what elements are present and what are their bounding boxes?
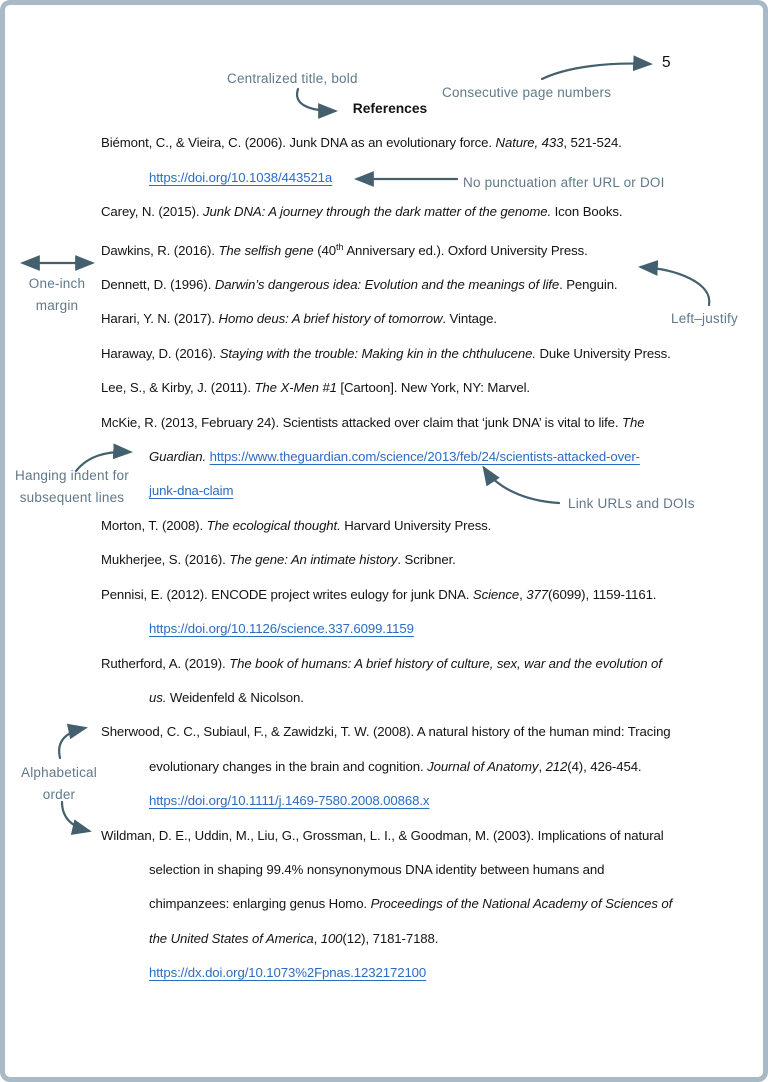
- reference-text: (12), 7181-7188.: [342, 930, 439, 946]
- alphabetical-upper-arrow: [59, 728, 85, 758]
- reference-text: Staying with the trouble: Making kin in the chthulucene.: [219, 345, 536, 361]
- references-title: References: [352, 101, 428, 116]
- reference-text: Anniversary ed.). Oxford University Press.: [343, 242, 588, 258]
- reference-text: Journal of Anatomy: [427, 758, 539, 774]
- reference-text: th: [335, 241, 344, 252]
- reference-line: [101, 337, 679, 371]
- references-list: [101, 126, 679, 990]
- annotation-consecutive-pages: Consecutive page numbers: [442, 85, 612, 100]
- reference-line: [101, 268, 679, 302]
- annotation-centralized-title: Centralized title, bold: [227, 71, 358, 86]
- reference-link[interactable]: https://dx.doi.org/10.1073%2Fpnas.1232172100: [149, 965, 427, 981]
- reference-line: [101, 543, 679, 577]
- reference-text: The book of humans: A brief history of culture, sex, war and the evolution of: [229, 655, 662, 671]
- reference-text: 100: [320, 930, 343, 946]
- page-number: 5: [662, 54, 671, 71]
- reference-line: [101, 161, 679, 195]
- reference-text: Lee, S., & Kirby, J. (2011).: [101, 380, 255, 396]
- reference-line: [101, 819, 679, 853]
- reference-link[interactable]: https://doi.org/10.1038/443521a: [149, 169, 333, 185]
- reference-line: [101, 750, 679, 784]
- reference-text: Homo deus: A brief history of tomorrow: [218, 311, 443, 327]
- reference-entry: [101, 543, 679, 577]
- reference-text: Guardian.: [149, 449, 210, 465]
- reference-line: [101, 647, 679, 681]
- annotation-alphabetical-order: Alphabetical order: [21, 765, 97, 802]
- reference-text: . Penguin.: [559, 277, 618, 293]
- reference-line: [101, 230, 679, 268]
- reference-text: Morton, T. (2008).: [101, 517, 207, 533]
- reference-entry: [101, 578, 679, 647]
- annotation-link-urls: Link URLs and DOIs: [568, 496, 695, 511]
- reference-line: [101, 887, 679, 921]
- reference-text: Mukherjee, S. (2016).: [101, 552, 230, 568]
- reference-line: [101, 474, 679, 508]
- reference-line: [101, 922, 679, 956]
- reference-text: selection in shaping 99.4% nonsynonymous DNA identity between humans and: [149, 861, 605, 877]
- reference-text: Biémont, C., & Vieira, C. (2006). Junk DNA as an evolutionary force.: [101, 135, 496, 151]
- annotation-no-punctuation: No punctuation after URL or DOI: [463, 175, 665, 190]
- reference-text: us.: [149, 689, 167, 705]
- reference-text: (40: [313, 242, 336, 258]
- reference-text: The X-Men #1: [254, 380, 337, 396]
- reference-text: the United States of America: [149, 930, 314, 946]
- reference-entry: [101, 715, 679, 818]
- reference-text: Sherwood, C. C., Subiaul, F., & Zawidzki, T. W. (2008). A natural history of the human mind: Tracing: [101, 724, 671, 740]
- reference-text: , 521-524.: [563, 135, 622, 151]
- reference-text: Harari, Y. N. (2017).: [101, 311, 219, 327]
- reference-line: [101, 406, 679, 440]
- page-number-arrow: [542, 64, 650, 79]
- reference-line: [101, 681, 679, 715]
- reference-link[interactable]: junk-dna-claim: [149, 483, 234, 499]
- reference-link[interactable]: https://doi.org/10.1111/j.1469-7580.2008.00868.x: [149, 793, 430, 809]
- reference-text: The: [622, 414, 645, 430]
- reference-line: [101, 440, 679, 474]
- reference-link[interactable]: https://doi.org/10.1126/science.337.6099.1159: [149, 621, 414, 637]
- reference-text: Science: [472, 586, 520, 602]
- reference-text: Harvard University Press.: [340, 517, 492, 533]
- reference-entry: [101, 302, 679, 336]
- reference-text: Duke University Press.: [535, 345, 671, 361]
- reference-text: Carey, N. (2015).: [101, 204, 204, 220]
- reference-line: [101, 715, 679, 749]
- reference-line: [101, 302, 679, 336]
- reference-text: [Cartoon]. New York, NY: Marvel.: [336, 380, 530, 396]
- reference-text: ,: [313, 930, 321, 946]
- reference-text: Pennisi, E. (2012). ENCODE project writes eulogy for junk DNA.: [101, 586, 473, 602]
- reference-line: [101, 195, 679, 229]
- reference-line: [101, 371, 679, 405]
- reference-text: (4), 426-454.: [567, 758, 642, 774]
- reference-text: Proceedings of the National Academy of Sciences of: [370, 896, 673, 912]
- reference-text: Wildman, D. E., Uddin, M., Liu, G., Grossman, L. I., & Goodman, M. (2003). Implications of natural: [101, 827, 664, 843]
- reference-text: Weidenfeld & Nicolson.: [166, 689, 304, 705]
- reference-entry: [101, 371, 679, 405]
- reference-entry: [101, 230, 679, 268]
- annotation-hanging-indent: Hanging indent for subsequent lines: [15, 468, 129, 505]
- reference-text: . Scribner.: [397, 552, 456, 568]
- reference-text: The gene: An intimate history: [229, 552, 398, 568]
- reference-text: Haraway, D. (2016).: [101, 345, 220, 361]
- reference-text: Junk DNA: A journey through the dark matter of the genome.: [203, 204, 552, 220]
- reference-text: Dawkins, R. (2016).: [101, 242, 219, 258]
- reference-line: [101, 126, 679, 160]
- reference-text: Nature, 433: [495, 135, 564, 151]
- reference-text: . Vintage.: [442, 311, 497, 327]
- reference-link[interactable]: https://www.theguardian.com/science/2013/feb/24/scientists-attacked-over-: [209, 449, 640, 465]
- reference-text: ,: [519, 586, 527, 602]
- reference-text: The selfish gene: [218, 242, 314, 258]
- references-document: [101, 92, 679, 991]
- reference-entry: [101, 509, 679, 543]
- reference-text: 377: [526, 586, 548, 602]
- reference-text: evolutionary changes in the brain and cognition.: [149, 758, 428, 774]
- reference-text: Icon Books.: [551, 204, 623, 220]
- annotation-left-justify: Left–justify: [671, 311, 738, 326]
- reference-text: (6099), 1159-1161.: [547, 586, 657, 602]
- reference-entry: [101, 126, 679, 195]
- reference-line: [101, 853, 679, 887]
- reference-entry: [101, 406, 679, 509]
- reference-text: The ecological thought.: [206, 517, 341, 533]
- annotation-one-inch-margin: One-inch margin: [28, 276, 86, 313]
- reference-text: Rutherford, A. (2019).: [101, 655, 230, 671]
- reference-text: Darwin’s dangerous idea: Evolution and the meanings of life: [214, 277, 560, 293]
- reference-line: [101, 509, 679, 543]
- reference-entry: [101, 268, 679, 302]
- reference-text: Dennett, D. (1996).: [101, 277, 215, 293]
- reference-text: 212: [545, 758, 568, 774]
- reference-entry: [101, 195, 679, 229]
- reference-text: ,: [538, 758, 546, 774]
- reference-line: [101, 612, 679, 646]
- reference-entry: [101, 819, 679, 991]
- reference-line: [101, 956, 679, 990]
- reference-line: [101, 784, 679, 818]
- reference-entry: [101, 337, 679, 371]
- reference-line: [101, 578, 679, 612]
- reference-text: McKie, R. (2013, February 24). Scientists attacked over claim that ‘junk DNA’ is vital to life.: [101, 414, 623, 430]
- alphabetical-lower-arrow: [62, 802, 89, 831]
- reference-text: chimpanzees: enlarging genus Homo.: [149, 896, 371, 912]
- reference-entry: [101, 647, 679, 716]
